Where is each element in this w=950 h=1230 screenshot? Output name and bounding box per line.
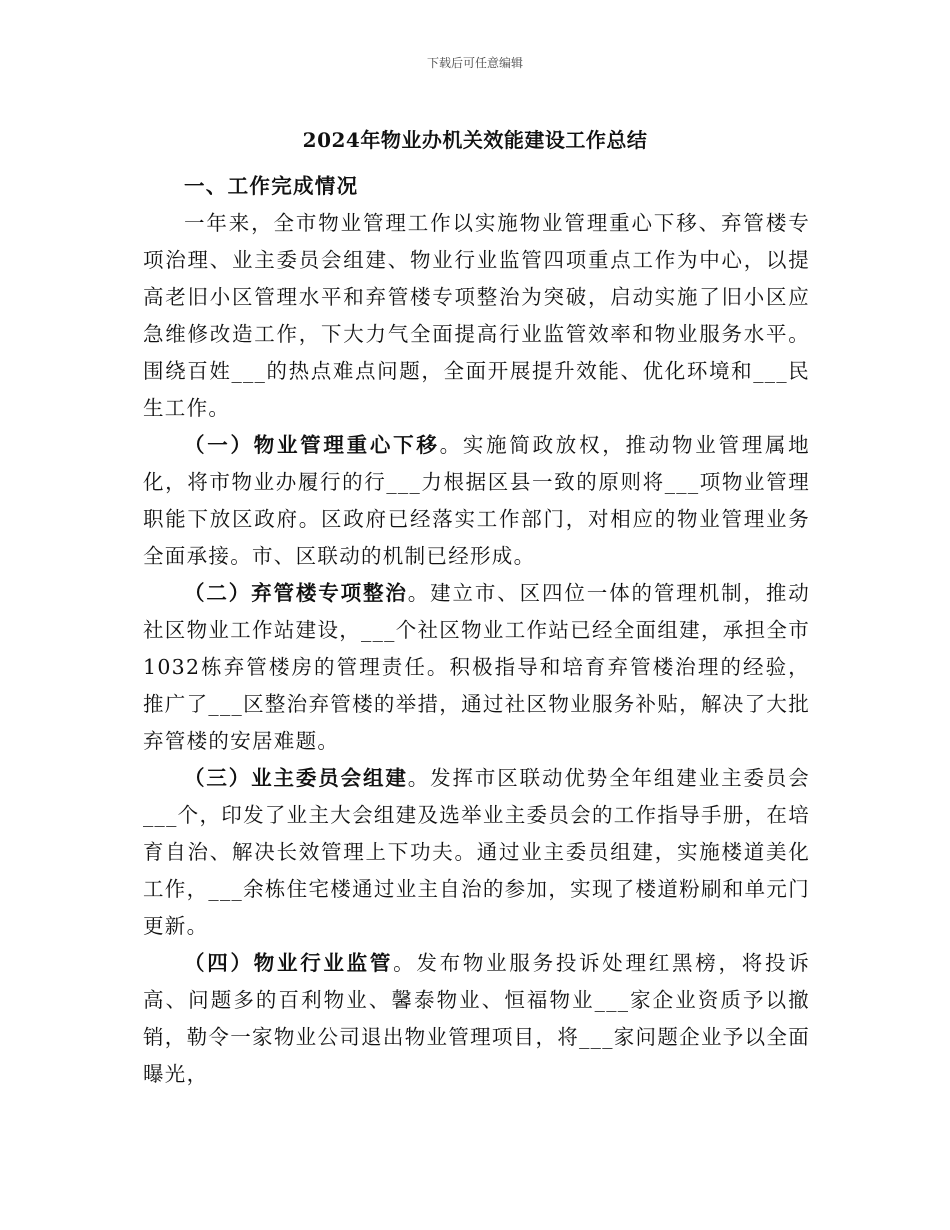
item-text: 。发挥市区联动优势全年组建业主委员会___个，印发了业主大会组建及选举业主委员会的工作指导手册，在培育自治、解决长效管理上下功夫。通过业主委员组建，实施楼道美化工作，___余栋住宅楼通过业主自治的参加，实现了楼道粉刷和单元门更新。 [143, 766, 810, 938]
paragraph-item-4 [143, 945, 810, 1093]
paragraph-item-3 [143, 760, 810, 945]
item-lead: （二）弃管楼专项整治 [184, 581, 408, 605]
item-text: 。发布物业服务投诉处理红黑榜，将投诉高、问题多的百利物业、馨泰物业、恒福物业___家企业资质予以撤销，勒令一家物业公司退出物业管理项目，将___家问题企业予以全面曝光， [143, 951, 811, 1086]
item-text: 。建立市、区四位一体的管理机制，推动社区物业工作站建设，___个社区物业工作站已经全面组建，承担全市1032栋弃管楼房的管理责任。积极指导和培育弃管楼治理的经验，推广了___区整治弃管楼的举措，通过社区物业服务补贴，解决了大批弃管楼的安居难题。 [143, 581, 810, 753]
paragraph-item-1 [143, 427, 810, 575]
paragraph-item-2 [143, 575, 810, 760]
item-lead: （四）物业行业监管 [184, 951, 394, 975]
intro-paragraph: 一年来，全市物业管理工作以实施物业管理重心下移、弃管楼专项治理、业主委员会组建、物业行业监管四项重点工作为中心，以提高老旧小区管理水平和弃管楼专项整治为突破，启动实施了旧小区应急维修改造工作，下大力气全面提高行业监管效率和物业服务水平。围绕百姓___的热点难点问题，全面开展提升效能、优化环境和___民生工作。 [143, 211, 810, 420]
item-lead: （三）业主委员会组建 [184, 766, 408, 790]
document-title: 2024年物业办机关效能建设工作总结 [302, 128, 648, 152]
header-note: 下载后可任意编辑 [426, 56, 523, 70]
item-text: 。实施简政放权，推动物业管理属地化，将市物业办履行的行___力根据区县一致的原则将___项物业管理职能下放区政府。区政府已经落实工作部门，对相应的物业管理业务全面承接。市、区联动的机制已经形成。 [143, 433, 810, 568]
item-lead: （一）物业管理重心下移 [184, 433, 440, 457]
section-heading: 一、工作完成情况 [184, 174, 359, 198]
document-body [143, 168, 810, 1093]
